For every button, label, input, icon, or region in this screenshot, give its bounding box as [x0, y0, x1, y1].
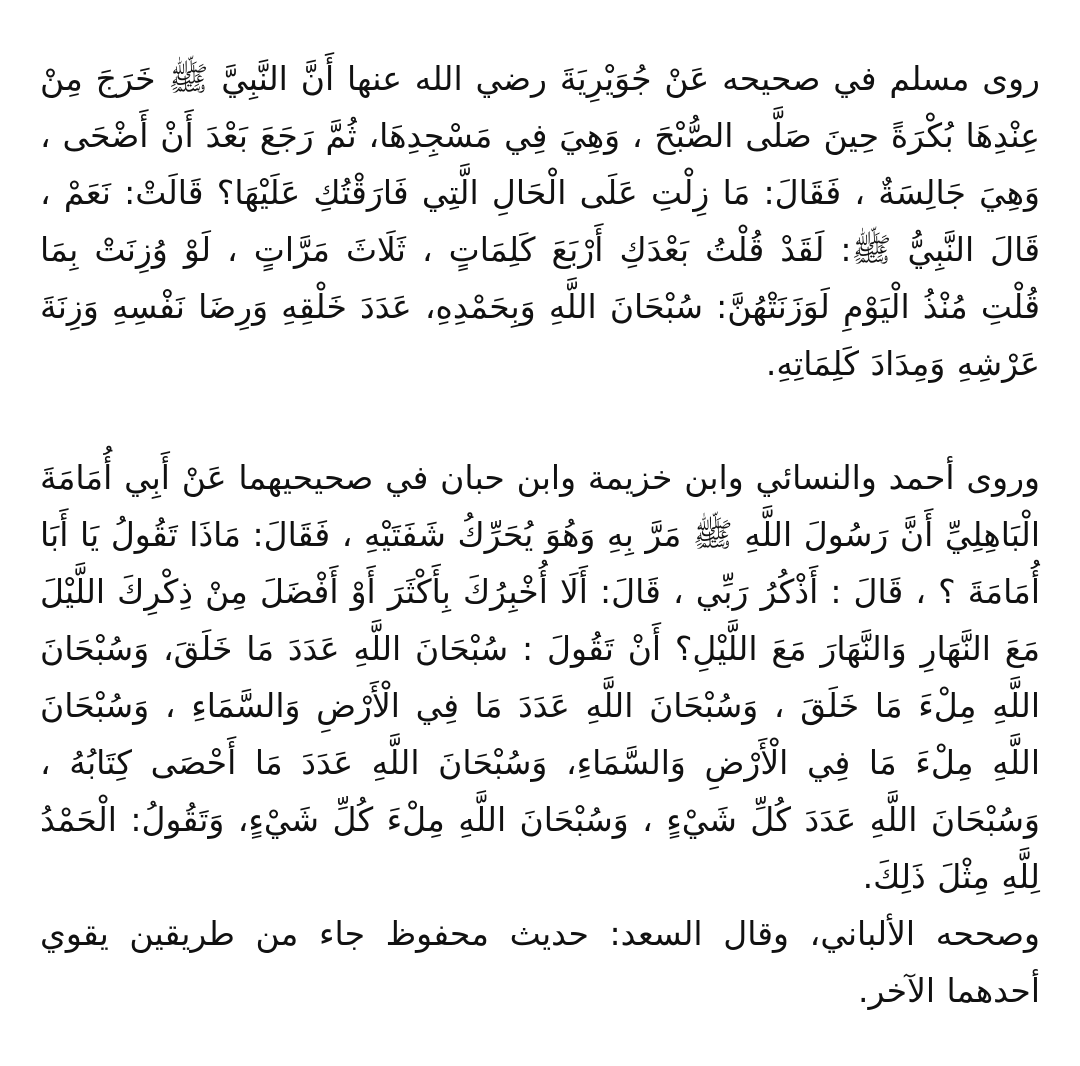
- paragraph-hadith-juwayriyah: روى مسلم في صحيحه عَنْ جُوَيْرِيَةَ رضي الله عنها أَنَّ النَّبِيَّ ﷺ خَرَجَ مِنْ عِنْدِهَا بُكْرَةً حِينَ صَلَّى الصُّبْحَ ، وَهِيَ فِي مَسْجِدِهَا، ثُمَّ رَجَعَ بَعْدَ أَنْ أَضْحَى ، وَهِيَ جَالِسَةٌ ، فَقَالَ: مَا زِلْتِ عَلَى الْحَالِ الَّتِي فَارَقْتُكِ عَلَيْهَا؟ قَالَتْ: نَعَمْ ، قَالَ النَّبِيُّ ﷺ: لَقَدْ قُلْتُ بَعْدَكِ أَرْبَعَ كَلِمَاتٍ ، ثَلَاثَ مَرَّاتٍ ، لَوْ وُزِنَتْ بِمَا قُلْتِ مُنْذُ الْيَوْمِ لَوَزَنَتْهُنَّ: سُبْحَانَ اللَّهِ وَبِحَمْدِهِ، عَدَدَ خَلْقِهِ وَرِضَا نَفْسِهِ وَزِنَةَ عَرْشِهِ وَمِدَادَ كَلِمَاتِهِ.: [40, 59, 1040, 383]
- paragraph-authentication-note: وصححه الألباني، وقال السعد: حديث محفوظ جاء من طريقين يقوي أحدهما الآخر.: [40, 914, 1040, 1010]
- document-page: [40, 50, 1040, 1026]
- paragraph-hadith-abu-umamah: وروى أحمد والنسائي وابن خزيمة وابن حبان في صحيحيهما عَنْ أَبِي أُمَامَةَ الْبَاهِلِيِّ أَنَّ رَسُولَ اللَّهِ ﷺ مَرَّ بِهِ وَهُوَ يُحَرِّكُ شَفَتَيْهِ ، فَقَالَ: مَاذَا تَقُولُ يَا أَبَا أُمَامَةَ ؟ ، قَالَ : أَذْكُرُ رَبِّي ، قَالَ: أَلَا أُخْبِرُكَ بِأَكْثَرَ أَوْ أَفْضَلَ مِنْ ذِكْرِكَ اللَّيْلَ مَعَ النَّهَارِ وَالنَّهَارَ مَعَ اللَّيْلِ؟ أَنْ تَقُولَ : سُبْحَانَ اللَّهِ عَدَدَ مَا خَلَقَ، وَسُبْحَانَ اللَّهِ مِلْءَ مَا خَلَقَ ، وَسُبْحَانَ اللَّهِ عَدَدَ مَا فِي الْأَرْضِ وَالسَّمَاءِ ، وَسُبْحَانَ اللَّهِ مِلْءَ مَا فِي الْأَرْضِ وَالسَّمَاءِ، وَسُبْحَانَ اللَّهِ عَدَدَ مَا أَحْصَى كِتَابُهُ ، وَسُبْحَانَ اللَّهِ عَدَدَ كُلِّ شَيْءٍ ، وَسُبْحَانَ اللَّهِ مِلْءَ كُلِّ شَيْءٍ، وَتَقُولُ: الْحَمْدُ لِلَّهِ مِثْلَ ذَلِكَ.: [40, 458, 1040, 896]
